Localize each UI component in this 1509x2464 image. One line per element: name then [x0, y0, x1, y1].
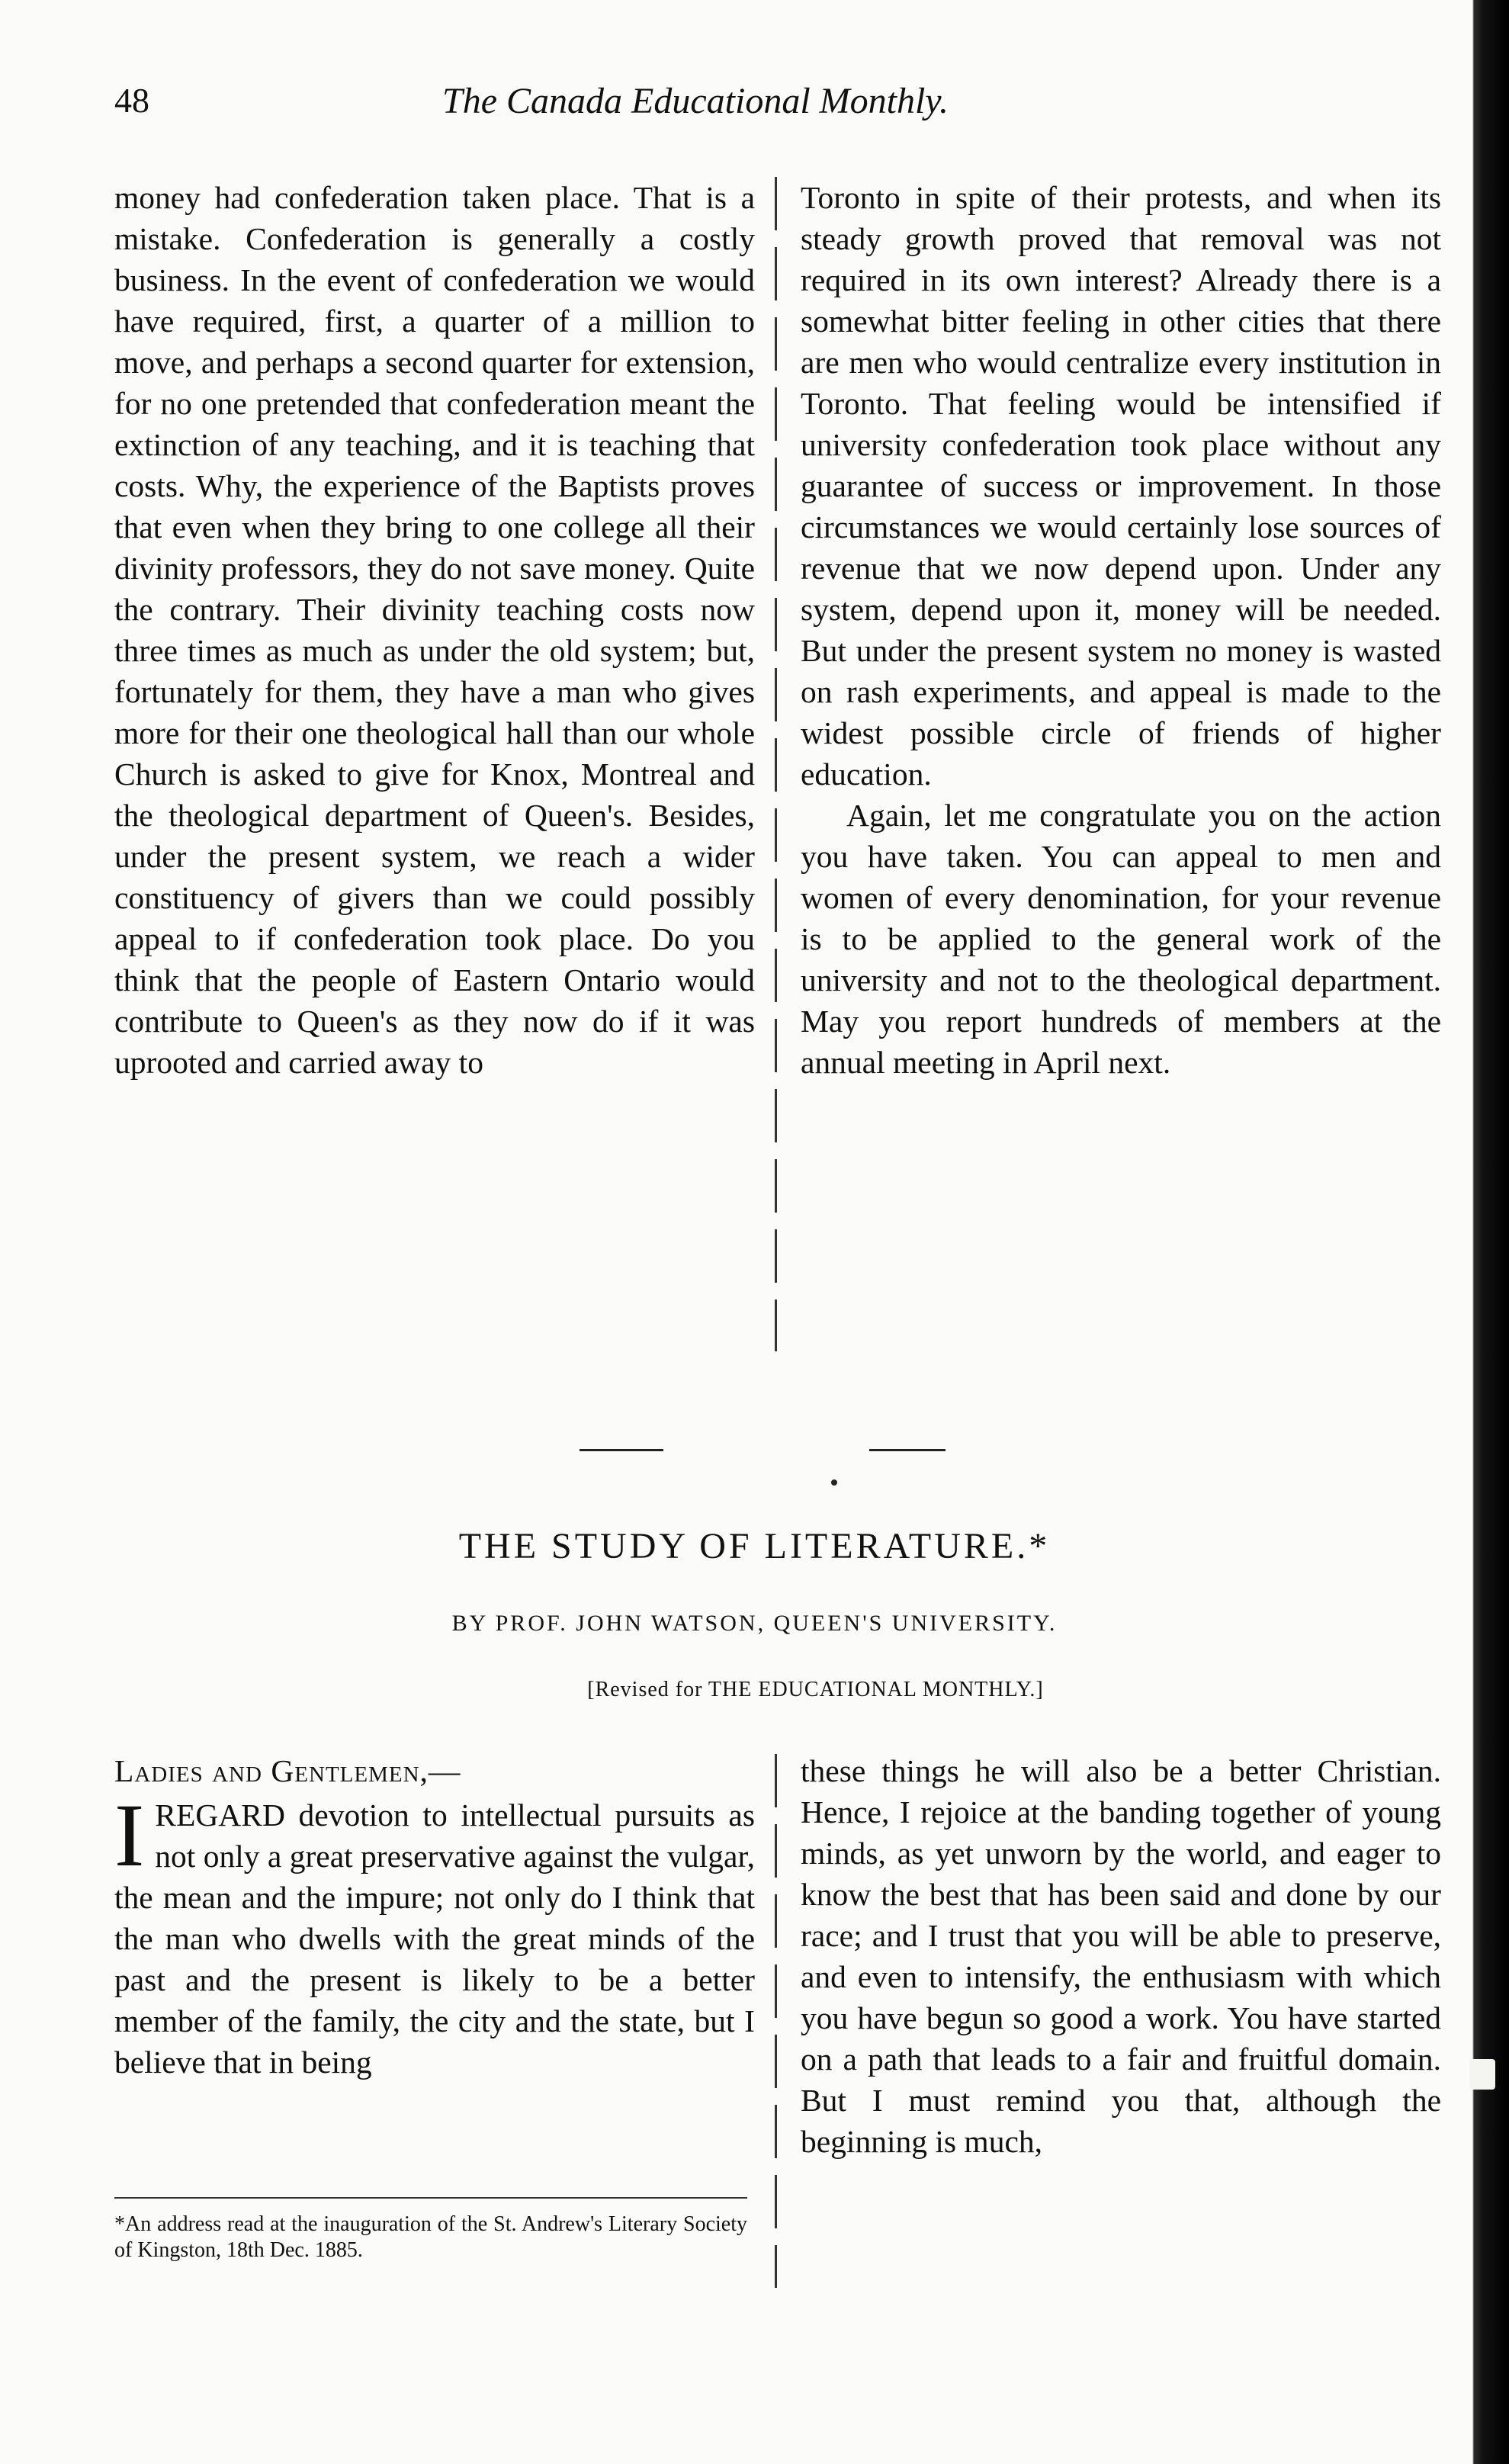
page-number: 48	[114, 81, 149, 120]
paragraph: Again, let me congratulate you on the action you have taken. You can appeal to men and women of every denomination, for your revenue is to be applied to the general work of the university and not to the theological department. May you report hundreds of members at the annual meeting in April next.	[801, 798, 1441, 1080]
page-edge-shadow	[1466, 0, 1509, 2464]
paragraph: money had confederation taken place. That is a mistake. Confederation is generally a costly business. In the event of confederation we would have required, first, a quarter of a million to move, and perhaps a second quarter for extension, for no one pretended that confederation meant the extinction of any teaching, and it is teaching that costs. Why, the experience of the Baptists proves that even when they bring to one college all their divinity professors, they do not save money. Quite the contrary. Their divinity teaching costs now three times as much as under the old system; but, fortunately for them, they have a man who gives more for their one theological hall than our whole Church is asked to give for Knox, Montreal and the theological department of Queen's. Besides, under the present system, we reach a wider constituency of givers than we could possibly appeal to if confederation took place. Do you think that the people of Eastern Ontario would contribute to Queen's as they now do if it was uprooted and carried away to	[114, 180, 755, 1080]
column-rule	[775, 1754, 777, 2288]
footnote: *An address read at the inauguration of the St. Andrew's Literary Society of Kingston, 18th Dec. 1885.	[114, 2212, 747, 2262]
top-left-column	[114, 177, 755, 1083]
paragraph-text: REGARD devotion to intellectual pursuits as not only a great preservative against the vulgar, the mean and the impure; not only do I think that the man who dwells with the great minds of the past and the present is likely to be a better member of the family, the city and the state, but I believe that in being	[114, 1797, 755, 2080]
section-divider-right	[869, 1449, 946, 1451]
drop-cap: I	[114, 1785, 145, 1885]
article-title: THE STUDY OF LITERATURE.*	[458, 1526, 1051, 1566]
article-left-column	[114, 1750, 755, 2083]
revised-note: [Revised for THE EDUCATIONAL MONTHLY.]	[587, 1678, 1044, 1701]
column-rule	[775, 177, 777, 1351]
paragraph: these things he will also be a better Christian. Hence, I rejoice at the banding together of young minds, as yet unworn by the world, and eager to know the best that has been said and done by our race; and I trust that you will be able to preserve, and even to intensify, the enthusiasm with which you have begun so good a work. You have started on a path that leads to a fair and fruitful domain. But I must remind you that, although the beginning is much,	[801, 1753, 1441, 2159]
running-header	[114, 80, 1449, 133]
running-title: The Canada Educational Monthly.	[442, 81, 949, 121]
top-right-column	[801, 177, 1441, 1083]
paragraph: Toronto in spite of their protests, and when its steady growth proved that removal was not required in its own interest? Already there is a somewhat bitter feeling in other cities that there are men who would centralize every institution in Toronto. That feeling would be intensified if university confederation took place without any guarantee of success or improvement. In those circumstances we would certainly lose sources of revenue that we now depend upon. Under any system, depend upon it, money will be needed. But under the present system no money is wasted on rash experiments, and appeal is made to the widest possible circle of friends of higher education.	[801, 180, 1441, 792]
section-divider-dot	[831, 1479, 837, 1486]
paragraph	[114, 1785, 755, 2083]
edge-mark	[1469, 2059, 1495, 2090]
article-right-column	[801, 1750, 1441, 2162]
article-byline: BY PROF. JOHN WATSON, QUEEN'S UNIVERSITY.	[451, 1611, 1058, 1636]
salutation: Ladies and Gentlemen,—	[114, 1753, 461, 1788]
footnote-rule	[114, 2197, 747, 2199]
section-divider-left	[580, 1449, 663, 1451]
